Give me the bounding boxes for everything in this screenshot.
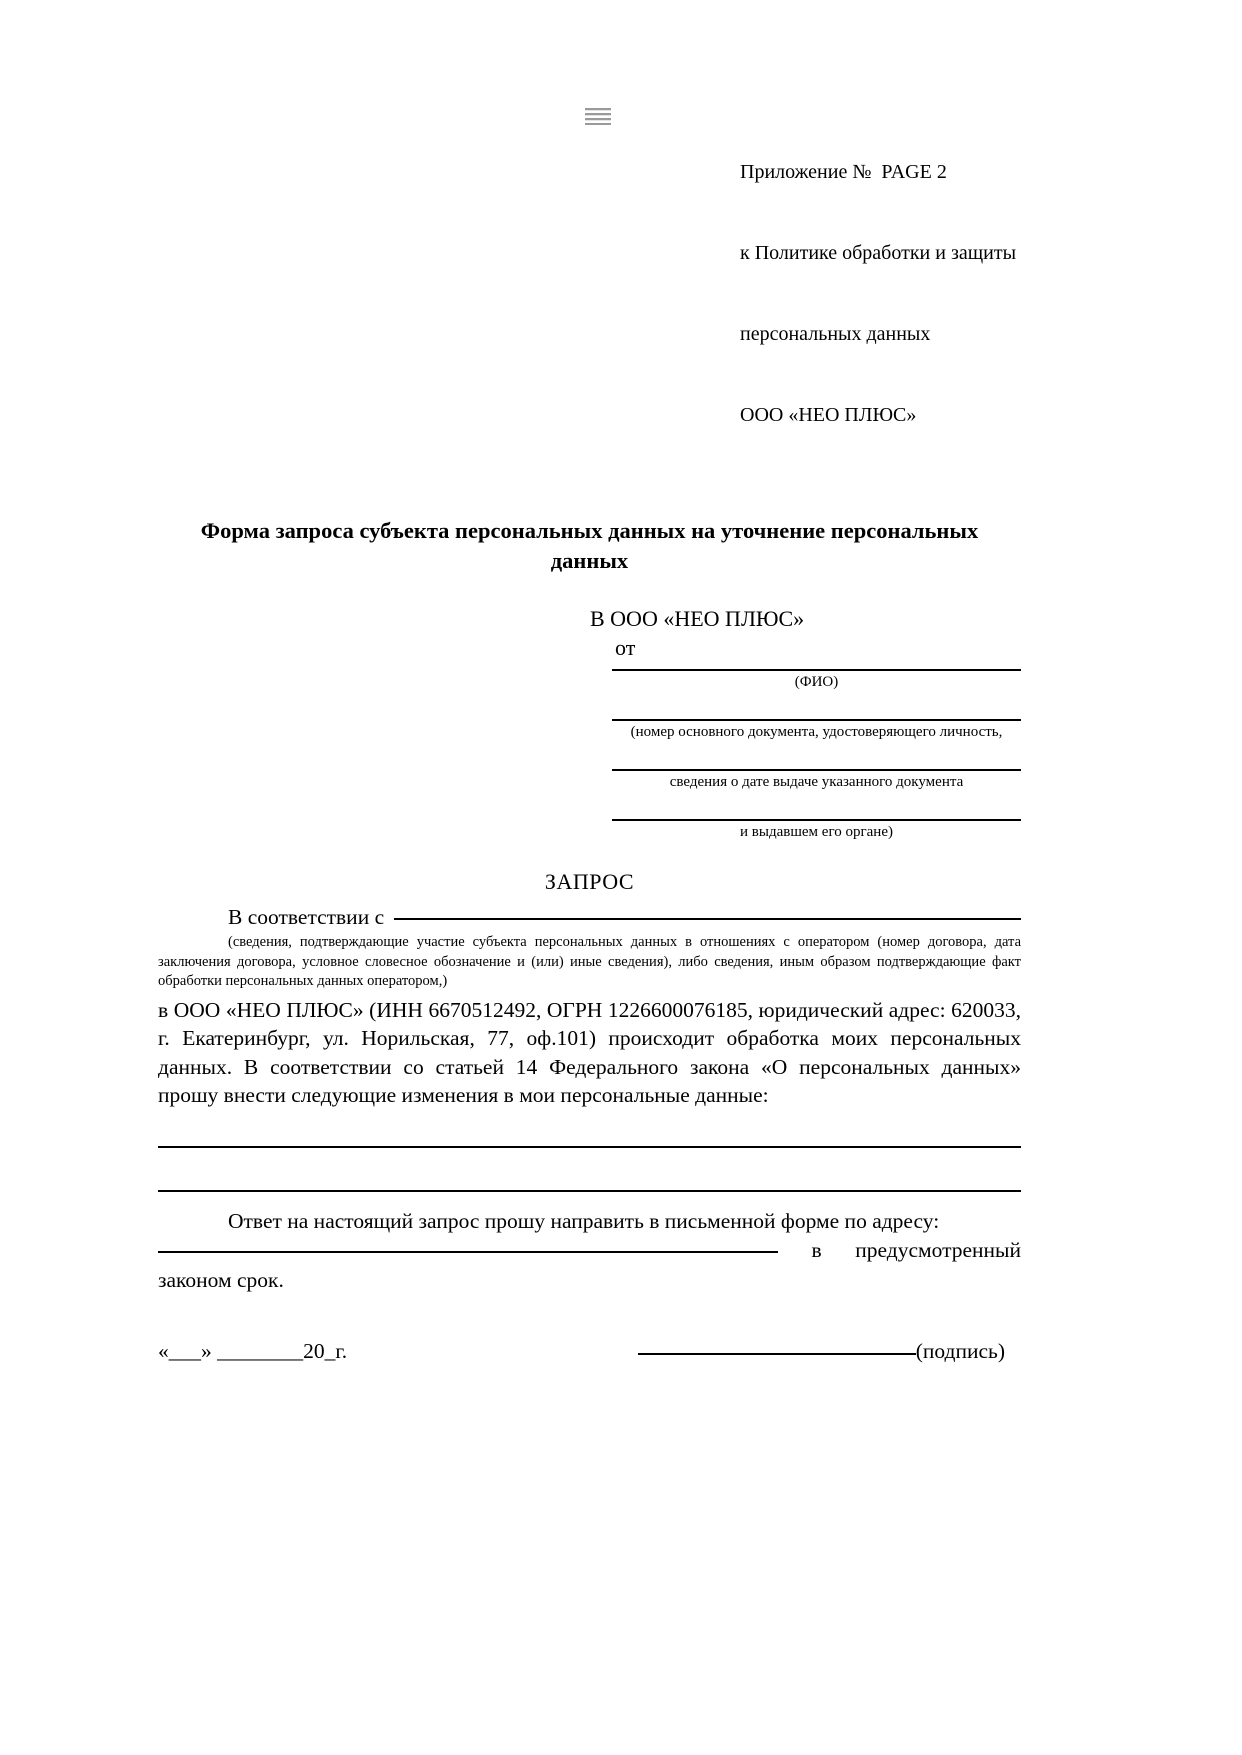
appendix-header xyxy=(740,105,1021,483)
issuing-authority-caption: и выдавшем его органе) xyxy=(740,824,893,840)
request-heading: ЗАПРОС xyxy=(544,869,635,894)
intro-row xyxy=(158,905,1021,930)
intro-label: В соответствии с xyxy=(228,905,385,929)
document-number-caption: (номер основного документа, удостоверяющего личность, xyxy=(630,724,1003,740)
recipient-fields xyxy=(612,669,1021,842)
appendix-header-line: к Политике обработки и защиты xyxy=(740,242,1017,264)
recipient-block xyxy=(158,606,1021,842)
reply-term-line: законом срок. xyxy=(158,1267,284,1292)
reply-word-predusmotrenny: предусмотренный xyxy=(855,1237,1021,1262)
reply-address-sentence: Ответ на настоящий запрос прошу направить в письменной форме по адресу: xyxy=(228,1208,940,1233)
issue-date-blank-line xyxy=(612,769,1021,771)
appendix-header-line: Приложение № PAGE 2 xyxy=(740,161,947,183)
signature-blank-line xyxy=(638,1353,916,1355)
document-title: Форма запроса субъекта персональных данных на уточнение персональных данных xyxy=(200,518,979,573)
issue-date-field xyxy=(612,769,1021,792)
fio-field xyxy=(612,669,1021,692)
address-blank-line xyxy=(158,1251,778,1253)
signature-caption: (подпись) xyxy=(915,1338,1005,1363)
changes-blank-line-1 xyxy=(158,1146,1021,1148)
date-blank-line: «___» ________20_г. xyxy=(158,1338,348,1363)
document-number-field xyxy=(612,719,1021,742)
changes-blank-line-2 xyxy=(158,1190,1021,1192)
intro-footnote: (сведения, подтверждающие участие субъекта персональных данных в отношениях с оператором (номер договора, дата заключения договора, условное словесное обозначение и (или) иные сведения), либо сведения, иным образом подтверждающие факт обработки персональных данных оператором,) xyxy=(158,934,1021,989)
reply-address-row xyxy=(158,1235,1021,1265)
reply-word-v: в xyxy=(811,1237,822,1262)
intro-blank-line xyxy=(394,918,1021,920)
issuing-authority-field xyxy=(612,819,1021,842)
issuing-authority-blank-line xyxy=(612,819,1021,821)
signature-area xyxy=(638,1339,1005,1364)
field-code-smudge-icon xyxy=(585,108,611,125)
signature-row xyxy=(158,1339,1021,1364)
appendix-header-line: персональных данных xyxy=(740,323,931,345)
document-number-blank-line xyxy=(612,719,1021,721)
recipient-from-label: от xyxy=(615,635,636,660)
appendix-header-line: ООО «НЕО ПЛЮС» xyxy=(740,404,917,426)
fio-caption: (ФИО) xyxy=(794,674,839,690)
issue-date-caption: сведения о дате выдаче указанного документа xyxy=(669,774,964,790)
recipient-to-line: В ООО «НЕО ПЛЮС» xyxy=(590,606,805,631)
fio-blank-line xyxy=(612,669,1021,671)
request-body-paragraph: в ООО «НЕО ПЛЮС» (ИНН 6670512492, ОГРН 1226600076185, юридический адрес: 620033, г. Екатеринбург, ул. Норильская, 77, оф.101) происходит обработка моих персональных данных. В соответствии со статьей 14 Федерального закона «О персональных данных» прошу внести следующие изменения в мои персональные данные: xyxy=(158,997,1021,1107)
